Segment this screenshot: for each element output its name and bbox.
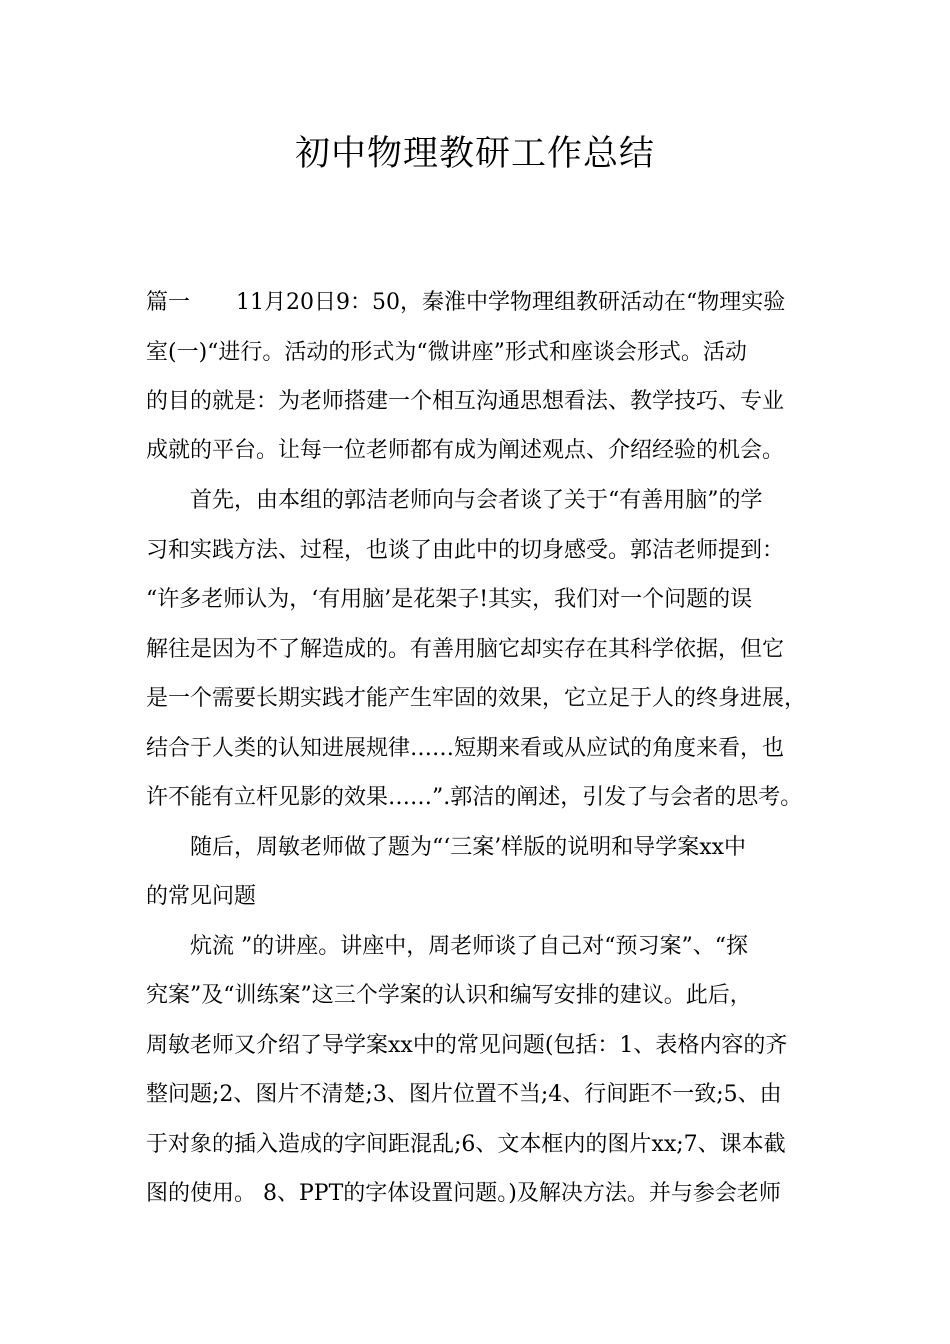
paragraph-line: 室(一)“进行。活动的形式为“微讲座”形式和座谈会形式。活动 — [146, 340, 747, 365]
paragraph-line — [146, 287, 785, 319]
paragraph-line: 整问题;2、图片不清楚;3、图片位置不当;4、行间距不一致;5、由 — [146, 1082, 782, 1107]
paragraph-line: 周敏老师又介绍了导学案xx中的常见问题(包括：1、表格内容的齐 — [146, 1033, 788, 1058]
paragraph-line: 炕流 ”的讲座。讲座中，周老师谈了自己对“预习案”、“探 — [190, 934, 748, 959]
paragraph-line: 随后，周敏老师做了题为“‘三案’样版的说明和导学案xx中 — [190, 835, 747, 860]
paragraph-line: 习和实践方法、过程，也谈了由此中的切身感受。郭洁老师提到： — [146, 538, 785, 563]
paragraph-line: 究案”及“训练案”这三个学案的认识和编写安排的建议。此后， — [146, 983, 752, 1008]
paragraph-line: 许不能有立杆见影的效果……”.郭洁的阐述，引发了与会者的思考。 — [146, 785, 803, 810]
paragraph-line: 图的使用。 8、PPT的字体设置问题。)及解决方法。并与参会老师 — [146, 1181, 781, 1206]
paragraph-line: 成就的平台。让每一位老师都有成为阐述观点、介绍经验的机会。 — [146, 438, 785, 463]
paragraph-line: 结合于人类的认知进展规律……短期来看或从应试的角度来看，也 — [146, 736, 785, 761]
paragraph-line: 首先，由本组的郭洁老师向与会者谈了关于“有善用脑”的学 — [190, 488, 763, 513]
paragraph-line: “许多老师认为，‘有用脑’是花架子!其实，我们对一个问题的误 — [146, 587, 753, 612]
paragraph-line: 是一个需要长期实践才能产生牢固的效果，它立足于人的终身进展， — [146, 686, 807, 711]
paragraph-line: 于对象的插入造成的字间距混乱;6、文本框内的图片xx;7、课本截 — [146, 1132, 786, 1157]
paragraph-line: 的目的就是：为老师搭建一个相互沟通思想看法、教学技巧、专业 — [146, 389, 785, 414]
document-title: 初中物理教研工作总结 — [294, 134, 655, 174]
section-label: 篇一 — [146, 290, 191, 315]
paragraph-line: 的常见问题 — [146, 884, 257, 909]
paragraph-line: 解往是因为不了解造成的。有善用脑它却实存在其科学依据，但它 — [146, 637, 785, 662]
paragraph-line-text: 11月20日9：50，秦淮中学物理组教研活动在“物理实验 — [236, 290, 786, 315]
